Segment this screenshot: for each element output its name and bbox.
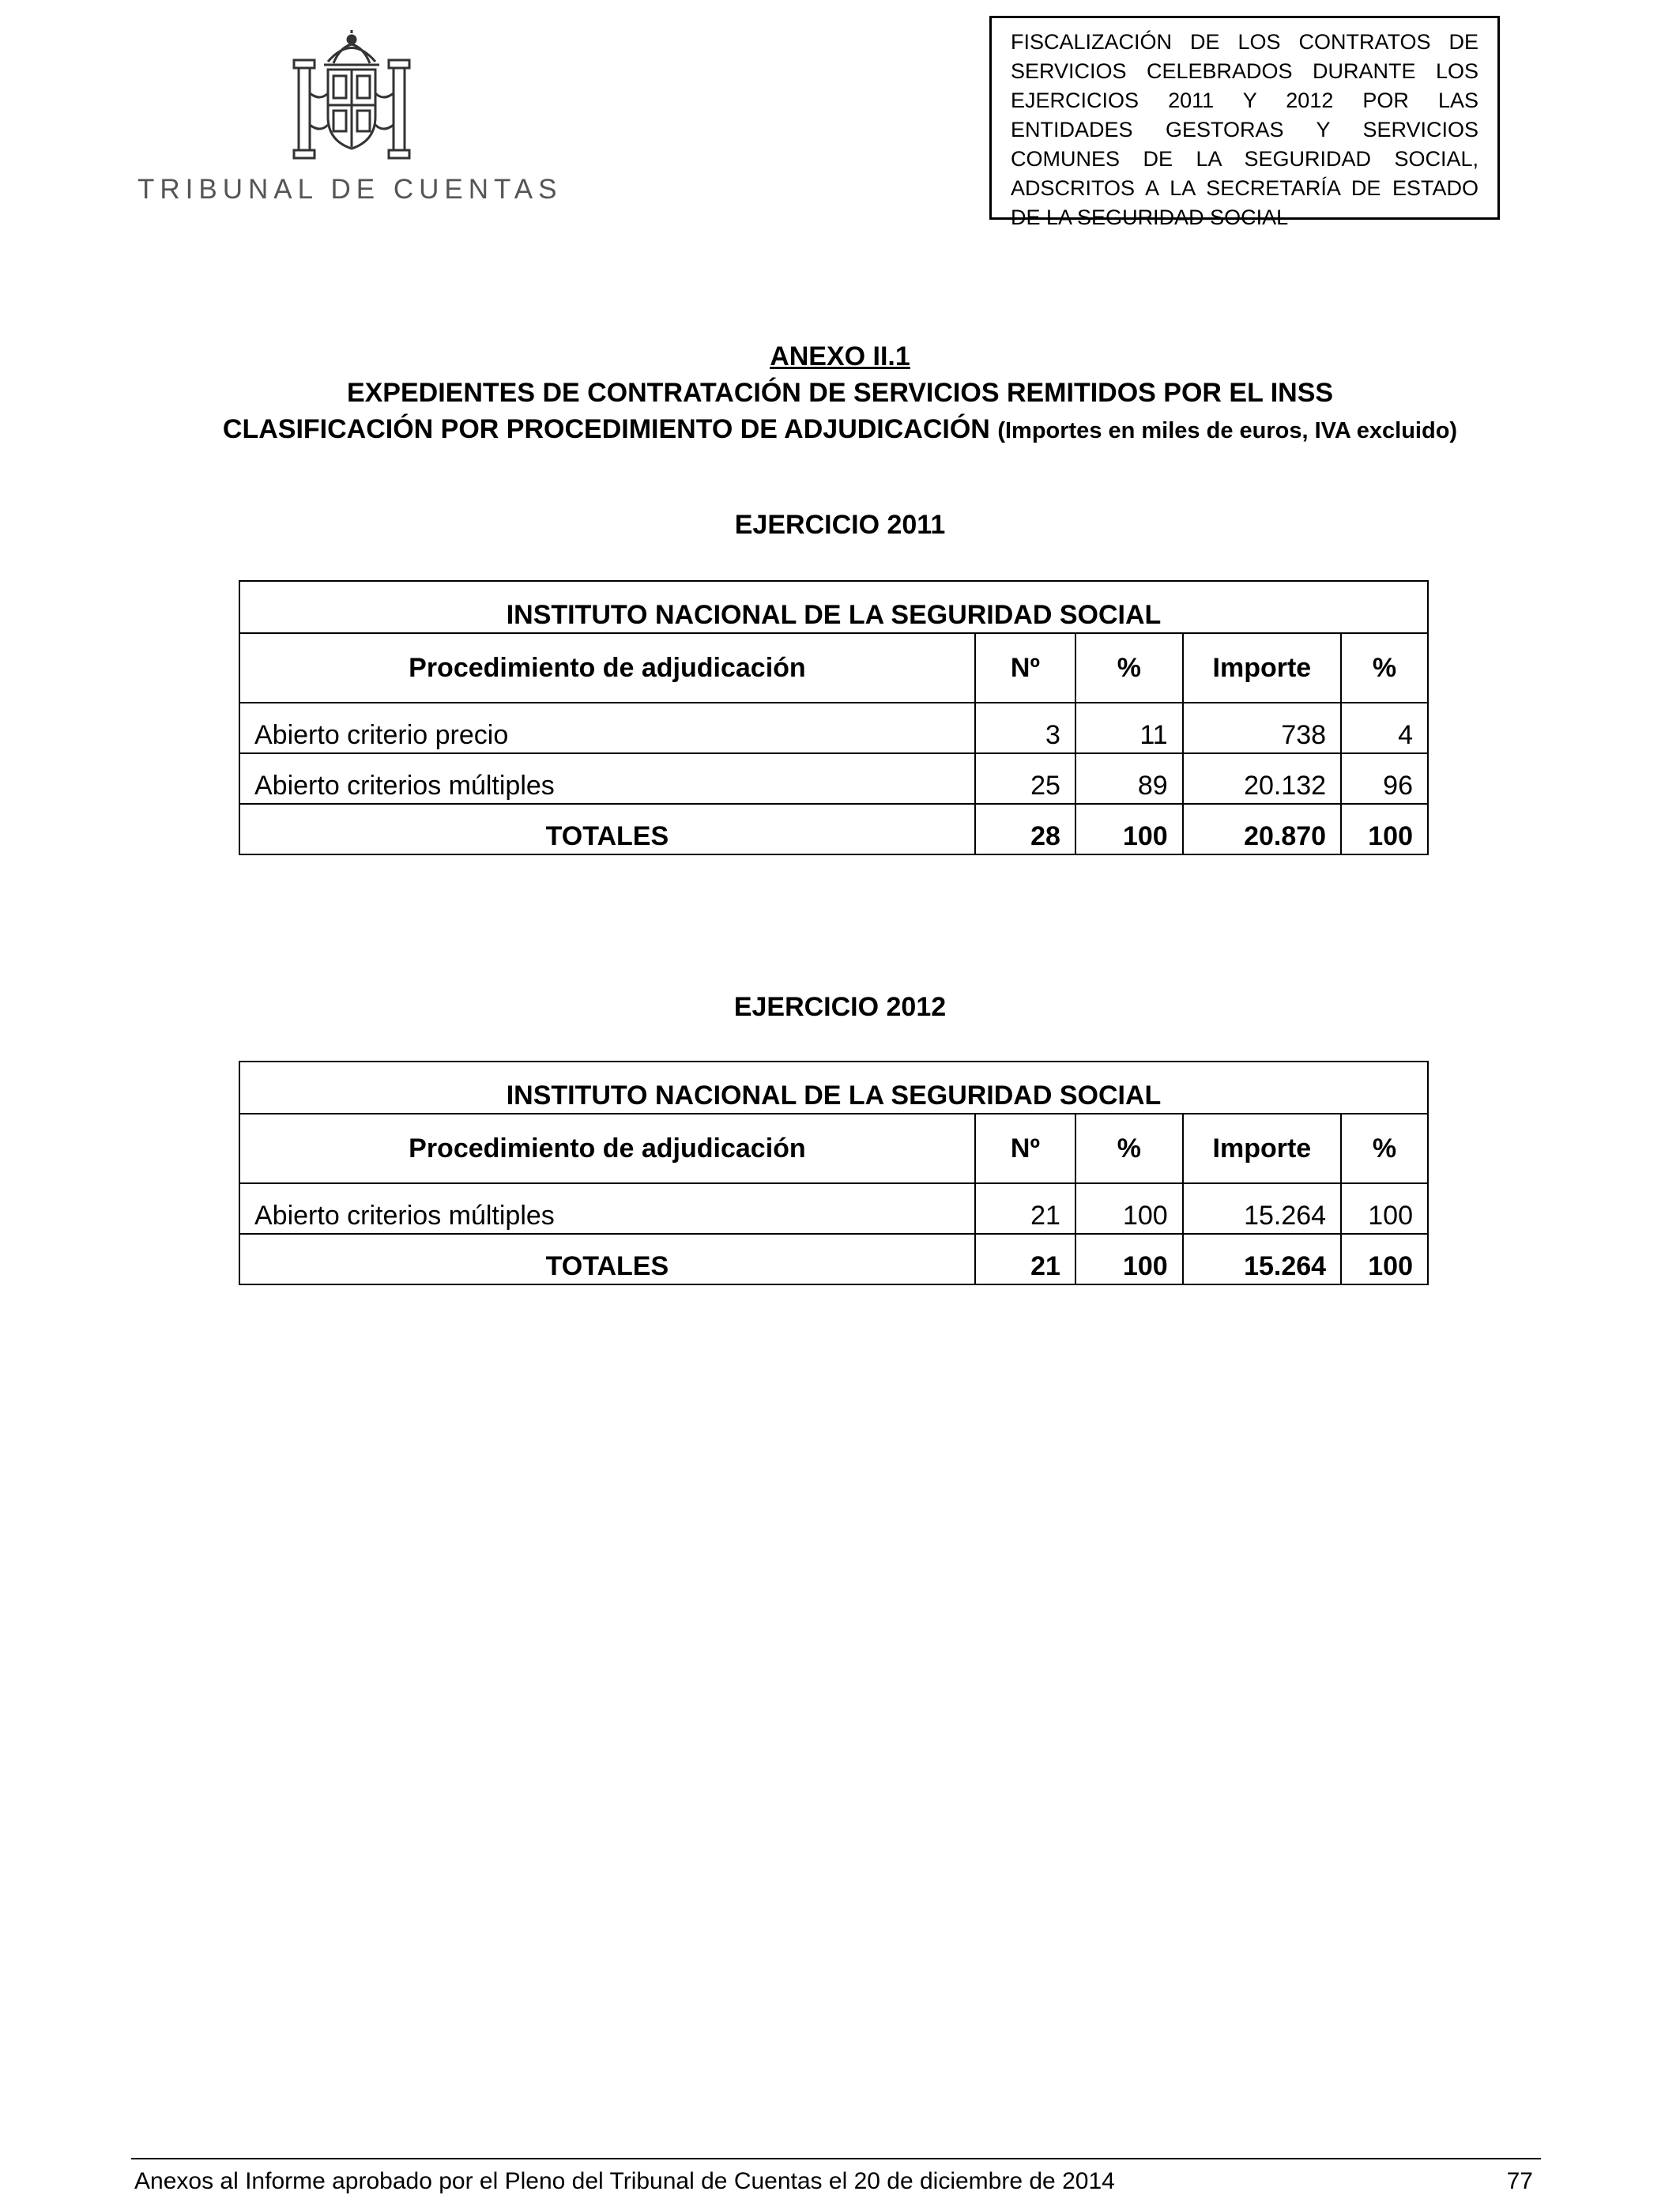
table-row [239, 1183, 1428, 1234]
amount-percent-cell: 4 [1341, 703, 1428, 753]
column-header: Importe [1183, 633, 1341, 703]
table-2012 [239, 1061, 1429, 1285]
total-amount: 20.870 [1183, 804, 1341, 854]
count-percent-cell: 11 [1075, 703, 1183, 753]
annex-classification [0, 411, 1680, 449]
institution-header: INSTITUTO NACIONAL DE LA SEGURIDAD SOCIAL [239, 581, 1428, 633]
procedure-cell: Abierto criterios múltiples [239, 1183, 975, 1234]
totals-label: TOTALES [239, 1234, 975, 1284]
column-header: % [1341, 1114, 1428, 1183]
amount-percent-cell: 96 [1341, 753, 1428, 804]
column-header: % [1075, 633, 1183, 703]
total-count-percent: 100 [1075, 804, 1183, 854]
column-header: Procedimiento de adjudicación [239, 633, 975, 703]
table-row [239, 753, 1428, 804]
totals-row [239, 804, 1428, 854]
totals-label: TOTALES [239, 804, 975, 854]
column-header: Nº [975, 633, 1075, 703]
amount-cell: 20.132 [1183, 753, 1341, 804]
amount-percent-cell: 100 [1341, 1183, 1428, 1234]
column-header: Procedimiento de adjudicación [239, 1114, 975, 1183]
table-2011 [239, 580, 1429, 855]
amount-cell: 738 [1183, 703, 1341, 753]
total-amount-percent: 100 [1341, 1234, 1428, 1284]
footer-text: Anexos al Informe aprobado por el Pleno del Tribunal de Cuentas el 20 de diciembre de 2014 [134, 2168, 1115, 2194]
total-count-percent: 100 [1075, 1234, 1183, 1284]
count-cell: 25 [975, 753, 1075, 804]
page-number: 77 [1506, 2168, 1533, 2194]
column-header: % [1341, 633, 1428, 703]
count-cell: 21 [975, 1183, 1075, 1234]
tribunal-logo [134, 30, 561, 212]
year-label-2012: EJERCICIO 2012 [733, 992, 947, 1022]
year-label-2011: EJERCICIO 2011 [734, 510, 946, 540]
annex-titles [0, 338, 1680, 449]
classification-title: CLASIFICACIÓN POR PROCEDIMIENTO DE ADJUDICACIÓN [222, 414, 990, 444]
count-percent-cell: 89 [1075, 753, 1183, 804]
count-percent-cell: 100 [1075, 1183, 1183, 1234]
amount-cell: 15.264 [1183, 1183, 1341, 1234]
count-cell: 3 [975, 703, 1075, 753]
procedure-cell: Abierto criterio precio [239, 703, 975, 753]
column-header: % [1075, 1114, 1183, 1183]
total-amount: 15.264 [1183, 1234, 1341, 1284]
total-amount-percent: 100 [1341, 804, 1428, 854]
logo-text: TRIBUNAL DE CUENTAS [137, 174, 563, 205]
report-title-box: FISCALIZACIÓN DE LOS CONTRATOS DE SERVICIOS CELEBRADOS DURANTE LOS EJERCICIOS 2011 Y 2012 POR LAS ENTIDADES GESTORAS Y SERVICIOS COMUNES DE LA SEGURIDAD SOCIAL, ADSCRITOS A LA SECRETARÍA DE ESTADO DE LA SEGURIDAD SOCIAL [989, 16, 1500, 220]
footer-divider [131, 2158, 1541, 2159]
total-count: 28 [975, 804, 1075, 854]
total-count: 21 [975, 1234, 1075, 1284]
institution-header: INSTITUTO NACIONAL DE LA SEGURIDAD SOCIAL [239, 1062, 1428, 1114]
totals-row [239, 1234, 1428, 1284]
procedure-cell: Abierto criterios múltiples [239, 753, 975, 804]
annex-number: ANEXO II.1 [770, 341, 910, 371]
annex-subtitle: EXPEDIENTES DE CONTRATACIÓN DE SERVICIOS REMITIDOS POR EL INSS [346, 378, 1334, 408]
table-row [239, 703, 1428, 753]
amounts-note: (Importes en miles de euros, IVA excluido) [997, 418, 1458, 443]
coat-of-arms-icon [284, 30, 419, 164]
column-header: Nº [975, 1114, 1075, 1183]
column-header: Importe [1183, 1114, 1341, 1183]
